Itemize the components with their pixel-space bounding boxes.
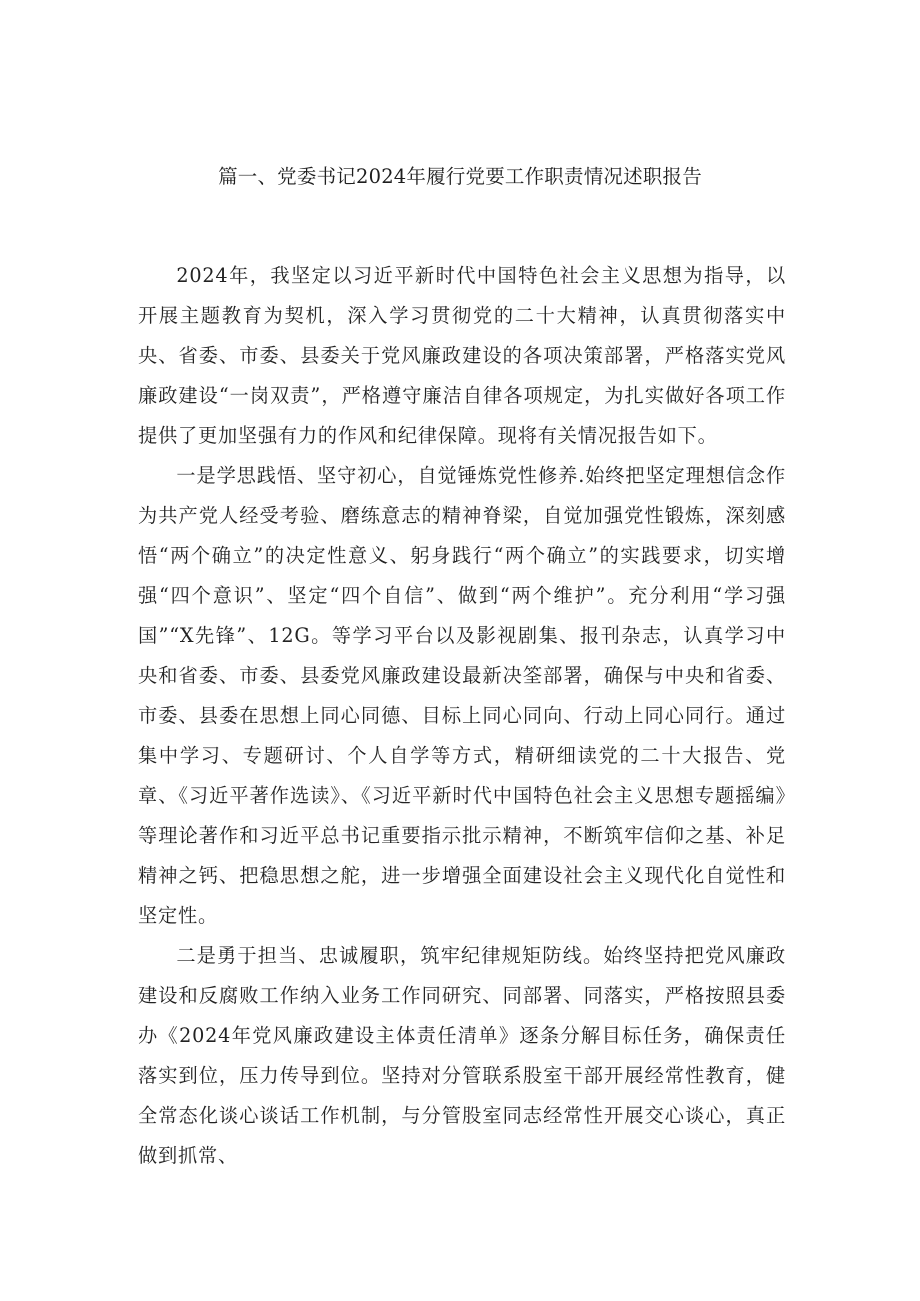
paragraph-section-two: 二是勇于担当、忠诚履职，筑牢纪律规矩防线。始终坚持把党风廉政建设和反腐败工作纳入业务工作同研究、同部署、同落实，严格按照县委办《2024年党风廉政建设主体责任清单》逐条分解目标任务，确保责任落实到位，压力传导到位。坚持对分管联系股室干部开展经常性教育，健全常态化谈心谈话工作机制，与分管股室同志经常性开展交心谈心，真正做到抓常、 (138, 944, 786, 1167)
paragraph-section-one: 一是学思践悟、坚守初心，自觉锤炼党性修养.始终把坚定理想信念作为共产党人经受考验、磨练意志的精神脊梁，自觉加强党性锻炼，深刻感悟“两个确立”的决定性意义、躬身践行“两个确立”的实践要求，切实增强“四个意识”、坚定“四个自信”、做到“两个维护”。充分利用“学习强国”“X先锋”、12G。等学习平台以及影视剧集、报刊杂志，认真学习中央和省委、市委、县委党风廉政建设最新决筌部署，确保与中央和省委、市委、县委在思想上同心同德、目标上同心同向、行动上同心同行。通过集中学习、专题研讨、个人自学等方式，精研细读党的二十大报告、党章、《习近平著作选读》、《习近平新时代中国特色社会主义思想专题摇编》等理论著作和习近平总书记重要指示批示精神，不断筑牢信仰之基、补足精神之钙、把稳思想之舵，进一步增强全面建设社会主义现代化自觉性和坚定性。 (138, 464, 786, 927)
document-title: 篇一、党委书记2024年履行党要工作职责情况述职报告 (218, 165, 702, 188)
paragraph-intro: 2024年，我坚定以习近平新时代中国特色社会主义思想为指导，以开展主题教育为契机，深入学习贯彻党的二十大精神，认真贯彻落实中央、省委、市委、县委关于党风廉政建设的各项决策部署，严格落实党风廉政建设“一岗双责”，严格遵守廉洁自律各项规定，为扎实做好各项工作提供了更加坚强有力的作风和纪律保障。现将有关情况报告如下。 (138, 264, 786, 447)
document-body (138, 256, 786, 1176)
